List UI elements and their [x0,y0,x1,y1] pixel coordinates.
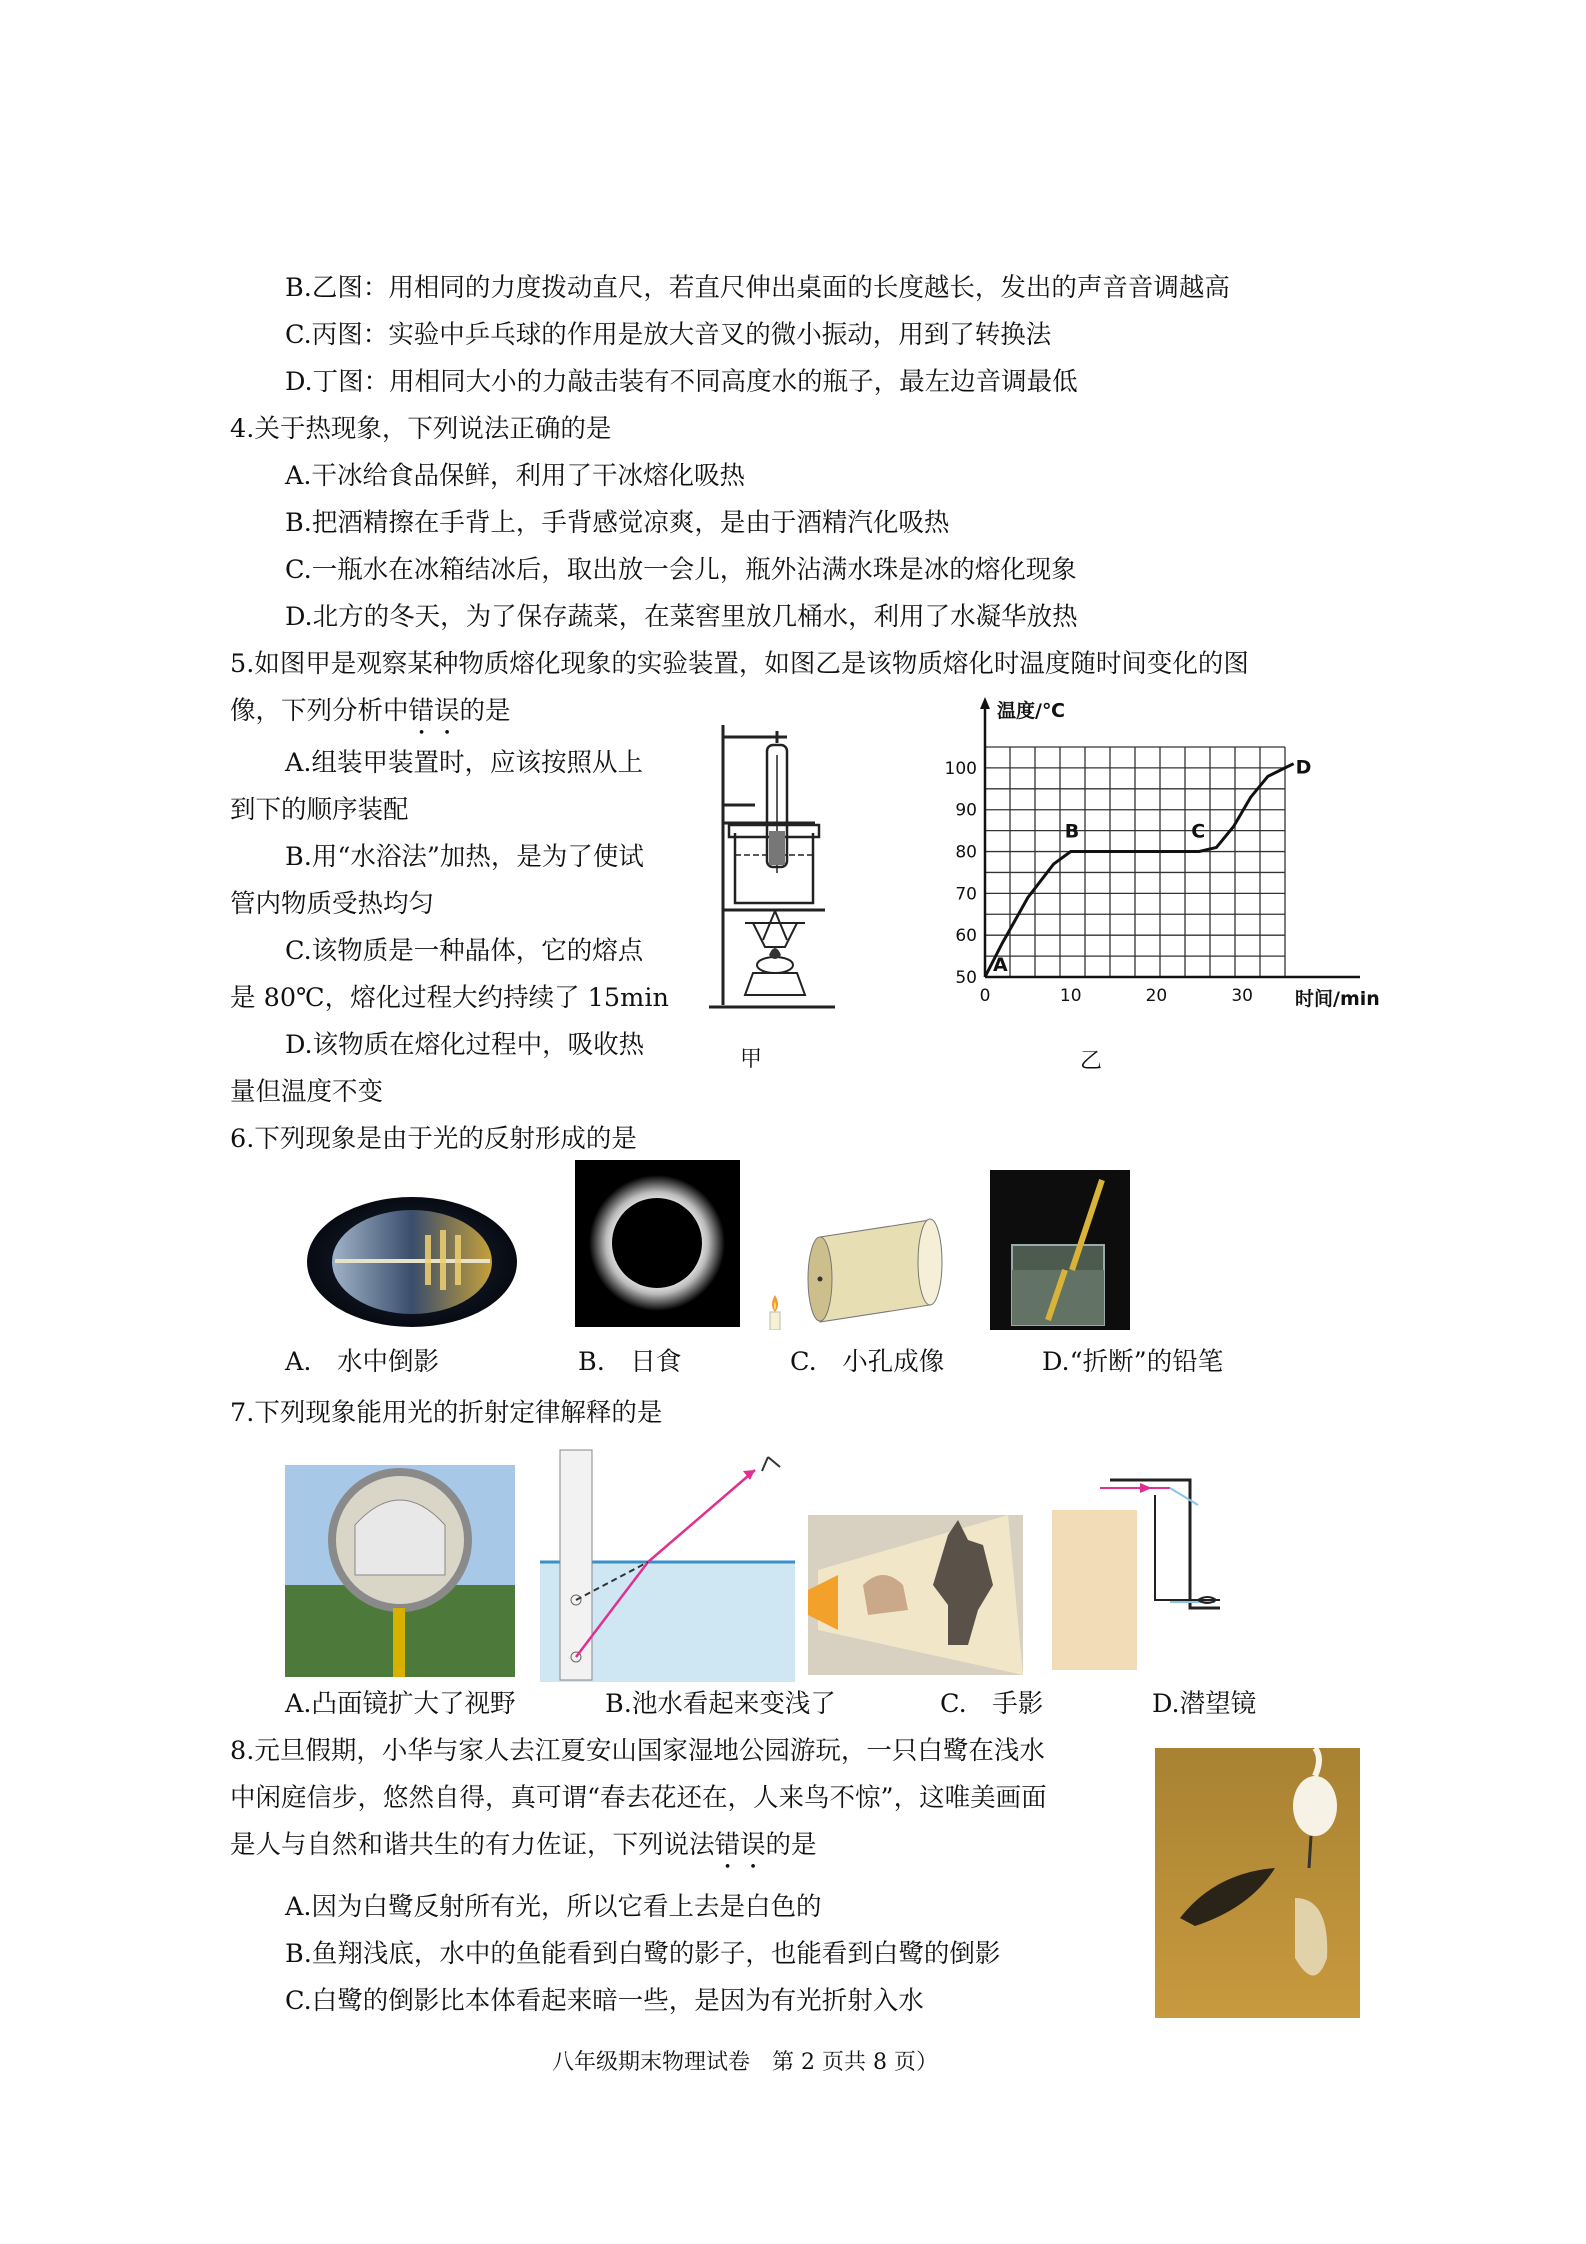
q4-option-b: B.把酒精擦在手背上，手背感觉凉爽，是由于酒精汽化吸热 [285,508,950,538]
y-tick-label: 50 [955,968,977,988]
y-tick-label: 70 [955,884,977,905]
q5-stem-line2: 像，下列分析中错误的是 [230,696,511,726]
q7-option-b: B.池水看起来变浅了 [605,1689,836,1719]
pool-refraction-diagram [540,1445,805,1685]
q5-option-c-1: C.该物质是一种晶体，它的熔点 [285,936,644,966]
y-axis-arrow [980,697,990,709]
q5-option-a-2: 到下的顺序装配 [230,795,409,825]
q8-stem-line1: 8.元旦假期，小华与家人去江夏安山国家湿地公园游玩，一只白鹭在浅水 [230,1736,1045,1766]
page-footer: 八年级期末物理试卷 第 2 页共 8 页） [552,2050,938,2075]
q6-option-c: C. 小孔成像 [790,1347,945,1377]
figure-yi-label: 乙 [1080,1049,1103,1074]
q5-option-a-1: A.组装甲装置时，应该按照从上 [285,748,644,778]
q4-stem: 4.关于热现象，下列说法正确的是 [230,414,612,444]
q8-option-a: A.因为白鹭反射所有光，所以它看上去是白色的 [285,1892,822,1922]
q5-option-d-2: 量但温度不变 [230,1077,384,1107]
y-tick-label: 100 [944,758,977,779]
chart-series-line [985,764,1294,977]
q3-option-d: D.丁图：用相同大小的力敲击装有不同高度水的瓶子，最左边音调最低 [285,367,1078,397]
y-tick-label: 90 [955,800,977,821]
point-label-a: A [993,954,1008,976]
point-label-d: D [1295,756,1312,779]
x-tick-label: 10 [1059,986,1082,1006]
q8-stem-line3: 是人与自然和谐共生的有力佐证，下列说法错误的是 [230,1830,817,1860]
chart-tick-labels [945,759,1253,1006]
q7-stem: 7.下列现象能用光的折射定律解释的是 [230,1398,663,1428]
q8-stem-line2: 中闲庭信步，悠然自得，真可谓“春去花还在，人来鸟不惊”，这唯美画面 [230,1783,1047,1813]
x-tick-label: 30 [1231,986,1253,1006]
pinhole-camera-image [745,1215,960,1330]
point-label-b: B [1064,820,1080,843]
emphasis-error: 错误 [714,1830,766,1860]
chart-y-label: 温度/℃ [997,700,1065,722]
convex-mirror-image [285,1465,515,1677]
y-tick-label: 60 [955,926,977,947]
periscope-diagram [1030,1450,1220,1678]
solar-eclipse-image [575,1160,740,1327]
q6-stem: 6.下列现象是由于光的反射形成的是 [230,1124,637,1154]
reflection-building-image [305,1195,520,1330]
q5-option-b-1: B.用“水浴法”加热，是为了使试 [285,842,644,872]
q8-option-c: C.白鹭的倒影比本体看起来暗一些，是因为有光折射入水 [285,1986,924,2016]
q4-option-a: A.干冰给食品保鲜，利用了干冰熔化吸热 [285,461,746,491]
q8-option-b: B.鱼翔浅底，水中的鱼能看到白鹭的影子，也能看到白鹭的倒影 [285,1939,1001,1969]
q6-option-a: A. 水中倒影 [285,1347,440,1377]
q5-option-c-2: 是 80℃，熔化过程大约持续了 15min [230,983,669,1013]
egret-reflection-image [1155,1748,1360,2018]
q3-option-c: C.丙图：实验中乒乓球的作用是放大音叉的微小振动，用到了转换法 [285,320,1052,350]
apparatus-figure [705,715,845,1015]
q6-option-b: B. 日食 [578,1347,682,1377]
point-label-c: C [1191,820,1206,843]
q6-option-d: D.“折断”的铅笔 [1042,1347,1224,1377]
y-tick-label: 80 [955,842,977,863]
hand-shadow-image [808,1515,1023,1675]
x-tick-label: 20 [1145,986,1168,1006]
chart-point-labels [993,757,1311,976]
q5-option-b-2: 管内物质受热均匀 [230,889,435,919]
q5-option-d-1: D.该物质在熔化过程中，吸收热 [285,1030,645,1060]
figure-jia-label: 甲 [740,1047,763,1072]
q3-option-b: B.乙图：用相同的力度拨动直尺，若直尺伸出桌面的长度越长，发出的声音音调越高 [285,273,1230,303]
q7-option-a: A.凸面镜扩大了视野 [285,1689,516,1719]
bent-pencil-image [990,1170,1130,1330]
q7-option-d: D.潜望镜 [1152,1689,1257,1719]
emphasis-error: 错误 [408,696,460,726]
q7-option-c: C. 手影 [940,1689,1044,1719]
chart-grid [985,747,1285,977]
temperature-time-chart [930,690,1400,1030]
x-tick-label: 0 [979,986,991,1006]
q5-stem-line1: 5.如图甲是观察某种物质熔化现象的实验装置，如图乙是该物质熔化时温度随时间变化的图 [230,649,1249,679]
chart-x-label: 时间/min [1295,988,1380,1010]
q4-option-c: C.一瓶水在冰箱结冰后，取出放一会儿，瓶外沾满水珠是冰的熔化现象 [285,555,1077,585]
q4-option-d: D.北方的冬天，为了保存蔬菜，在菜窖里放几桶水，利用了水凝华放热 [285,602,1078,632]
